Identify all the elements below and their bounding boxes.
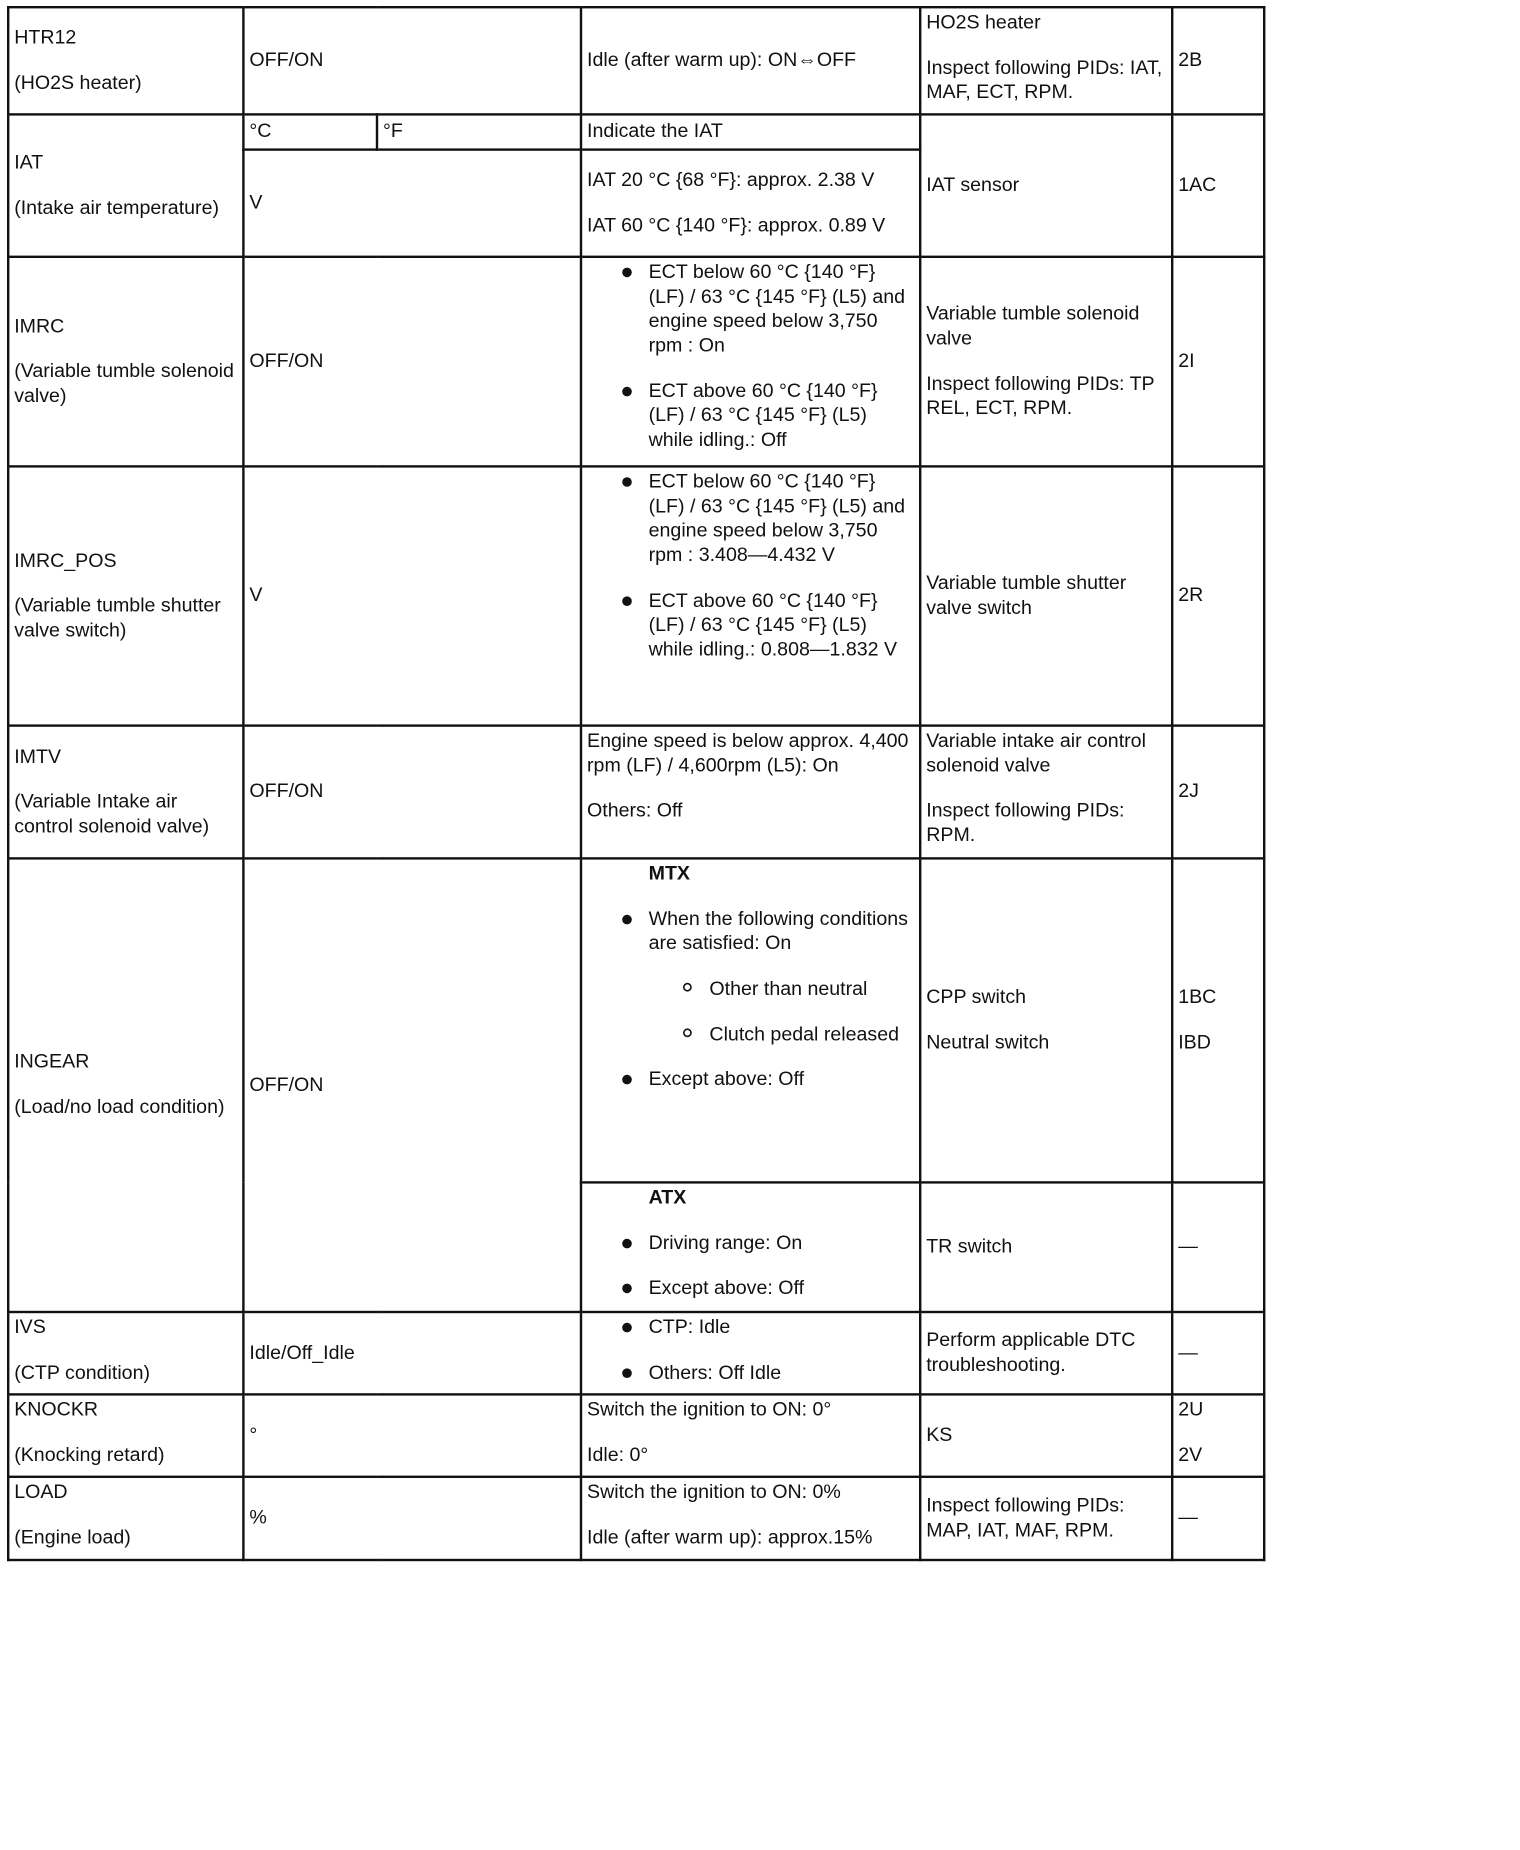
check-item-cell: [920, 7, 1172, 114]
pid-description: (Variable Intake air control solenoid valve): [14, 790, 210, 838]
unit-cell: °: [243, 1394, 581, 1476]
pid-name: KNOCKR: [14, 1398, 99, 1421]
condition-line: Idle (after warm up): approx.15%: [587, 1526, 873, 1549]
pid-description: (Variable tumble shutter valve switch): [14, 594, 221, 642]
row-imrc: [8, 257, 1264, 467]
check-item-cell: [920, 858, 1172, 1182]
pid-cell: [8, 466, 243, 725]
condition-line: Idle: 0°: [587, 1444, 649, 1466]
check-item-cell: Inspect following PIDs: MAP, IAT, MAF, RPM.: [920, 1477, 1172, 1560]
mtx-header: MTX: [648, 862, 690, 885]
sub-condition: Clutch pedal released: [683, 1022, 914, 1047]
terminal: IBD: [1178, 1031, 1211, 1054]
condition-line: Engine speed is below approx. 4,400 rpm (LF) / 4,600rpm (L5): On: [587, 730, 909, 777]
condition-cell: [581, 466, 920, 725]
terminal-cell: 2I: [1172, 257, 1264, 467]
condition-cell: [581, 858, 920, 1182]
row-knockr: [8, 1394, 1264, 1476]
condition-list: [587, 1231, 914, 1301]
pid-name: IMRC_POS: [14, 549, 117, 572]
row-iat: [8, 114, 1264, 149]
sub-condition: Other than neutral: [683, 977, 914, 1002]
row-ingear-mtx: [8, 858, 1264, 1182]
check-item: HO2S heater: [926, 11, 1041, 34]
terminal-cell: [1172, 1394, 1264, 1476]
condition-list: [587, 470, 914, 662]
unit-cell: °F: [377, 114, 581, 149]
check-item-cell: IAT sensor: [920, 114, 1172, 256]
check-item-cell: Perform applicable DTC troubleshooting.: [920, 1312, 1172, 1394]
condition-list: [587, 907, 914, 1092]
terminal-cell: —: [1172, 1182, 1264, 1312]
pid-name: LOAD: [14, 1481, 68, 1503]
pid-name: HTR12: [14, 26, 77, 49]
check-item-cell: [920, 257, 1172, 467]
pid-cell: [8, 858, 243, 1312]
check-item-cell: KS: [920, 1394, 1172, 1476]
pid-monitor-table: [7, 6, 1265, 1561]
check-item: CPP switch: [926, 986, 1027, 1008]
check-item: Inspect following PIDs: IAT, MAF, ECT, RPM.: [926, 56, 1163, 103]
pid-cell: [8, 1394, 243, 1476]
row-htr12: [8, 7, 1264, 114]
pid-name: IMTV: [14, 745, 62, 768]
condition-bullet: ECT below 60 °C {140 °F} (LF) / 63 °C {145 °F} (L5) and engine speed below 3,750 rpm : 3.408—4.432 V: [622, 470, 914, 568]
check-item-cell: Variable tumble shutter valve switch: [920, 466, 1172, 725]
condition-line: IAT 60 °C {140 °F}: approx. 0.89 V: [587, 214, 886, 236]
pid-cell: [8, 257, 243, 467]
pid-description: (HO2S heater): [14, 72, 142, 94]
unit-cell: Idle/Off_Idle: [243, 1312, 581, 1394]
condition-cell: Idle (after warm up): ON⇔OFF: [581, 7, 920, 114]
condition-bullet: ECT above 60 °C {140 °F} (LF) / 63 °C {145 °F} (L5) while idling.: 0.808—1.832 V: [622, 589, 914, 663]
pid-cell: [8, 1477, 243, 1560]
check-item: Variable tumble solenoid valve: [926, 303, 1140, 350]
terminal: 2V: [1178, 1444, 1203, 1466]
condition-bullet: Others: Off Idle: [622, 1361, 914, 1386]
sub-condition-list: [649, 977, 915, 1047]
check-item-cell: [920, 726, 1172, 859]
terminal-cell: —: [1172, 1312, 1264, 1394]
pid-description: (Intake air temperature): [14, 196, 220, 219]
row-load: [8, 1477, 1264, 1560]
row-ivs: [8, 1312, 1264, 1394]
unit-cell: OFF/ON: [243, 7, 581, 114]
condition-line: IAT 20 °C {68 °F}: approx. 2.38 V: [587, 169, 875, 191]
condition-cell: [581, 1477, 920, 1560]
condition-bullet: ECT above 60 °C {140 °F} (LF) / 63 °C {145 °F} (L5) while idling.: Off: [622, 379, 914, 453]
pid-description: (Load/no load condition): [14, 1096, 225, 1118]
atx-header: ATX: [648, 1186, 687, 1209]
pid-description: (Variable tumble solenoid valve): [14, 360, 234, 407]
pid-cell: [8, 114, 243, 256]
condition-bullet: Driving range: On: [622, 1231, 914, 1256]
check-item: Variable intake air control solenoid valve: [926, 730, 1146, 777]
condition-cell: [581, 1394, 920, 1476]
terminal-cell: 2B: [1172, 7, 1264, 114]
condition-list: [587, 260, 914, 452]
pid-monitor-table-page: [7, 6, 1220, 1549]
condition-bullet: Except above: Off: [622, 1068, 914, 1093]
check-item: Inspect following PIDs: TP REL, ECT, RPM.: [926, 372, 1155, 419]
condition-text: When the following conditions are satisfied: On: [648, 908, 908, 955]
pid-description: (CTP condition): [14, 1361, 151, 1384]
condition-cell: [581, 1182, 920, 1312]
pid-name: IVS: [14, 1316, 46, 1338]
check-item-cell: TR switch: [920, 1182, 1172, 1312]
condition-line: Others: Off: [587, 799, 683, 822]
unit-cell: %: [243, 1477, 581, 1560]
condition-list: [587, 1316, 914, 1386]
pid-name: INGEAR: [14, 1051, 90, 1073]
condition-cell: [581, 150, 920, 257]
pid-cell: [8, 726, 243, 859]
unit-cell: OFF/ON: [243, 858, 581, 1312]
pid-name: IAT: [14, 151, 44, 174]
pid-name: IMRC: [14, 315, 65, 337]
condition-bullet: Except above: Off: [622, 1277, 914, 1302]
pid-description: (Engine load): [14, 1526, 131, 1549]
condition-line: Switch the ignition to ON: 0%: [587, 1481, 841, 1503]
condition-bullet: ECT below 60 °C {140 °F} (LF) / 63 °C {145 °F} (L5) and engine speed below 3,750 rpm : On: [622, 260, 914, 358]
terminal-cell: [1172, 858, 1264, 1182]
pid-description: (Knocking retard): [14, 1444, 165, 1466]
terminal-cell: —: [1172, 1477, 1264, 1560]
condition-cell: [581, 1312, 920, 1394]
condition-cell: Indicate the IAT: [581, 114, 920, 149]
condition-bullet: CTP: Idle: [622, 1316, 914, 1341]
terminal-cell: 1AC: [1172, 114, 1264, 256]
pid-cell: [8, 7, 243, 114]
check-item: Neutral switch: [926, 1031, 1050, 1054]
row-imrc-pos: [8, 466, 1264, 725]
terminal-cell: 2J: [1172, 726, 1264, 859]
terminal-cell: 2R: [1172, 466, 1264, 725]
pid-cell: [8, 1312, 243, 1394]
check-item: Inspect following PIDs: RPM.: [926, 799, 1125, 846]
terminal: 2U: [1178, 1398, 1204, 1421]
condition-line: Switch the ignition to ON: 0°: [587, 1398, 832, 1421]
unit-cell: V: [243, 150, 581, 257]
unit-cell: °C: [243, 114, 377, 149]
condition-cell: [581, 726, 920, 859]
unit-cell: V: [243, 466, 581, 725]
unit-cell: OFF/ON: [243, 257, 581, 467]
condition-cell: [581, 257, 920, 467]
row-imtv: [8, 726, 1264, 859]
terminal: 1BC: [1178, 986, 1217, 1008]
condition-bullet: [622, 907, 914, 1047]
unit-cell: OFF/ON: [243, 726, 581, 859]
